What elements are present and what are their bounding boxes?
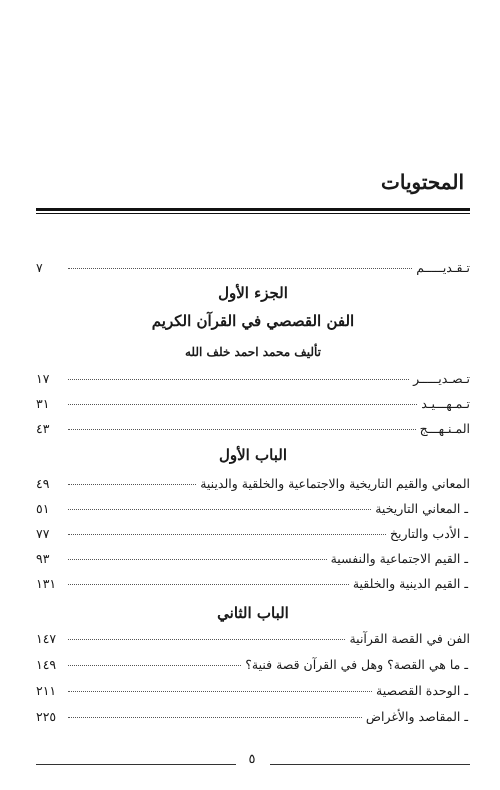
leader-dots (68, 638, 345, 640)
toc-entry-label: تـصـديـــــر (413, 371, 470, 386)
toc-entry-label: ـ المقاصد والأغراض (365, 709, 468, 724)
toc-entry-label: ـ المعاني التاريخية (375, 501, 468, 516)
leader-dots (68, 428, 416, 430)
toc-entry-label: ـ ما هي القصة؟ وهل في القرآن قصة فنية؟ (245, 657, 468, 672)
toc-entry-label: ـ القيم الاجتماعية والنفسية (330, 551, 468, 566)
leader-dots (68, 508, 371, 510)
leader-dots (68, 583, 349, 585)
toc-entry-page: ٢٢٥ (36, 709, 57, 724)
footer-rule-right (270, 764, 470, 765)
toc-entry-page: ١٣١ (36, 576, 57, 591)
chapter-one-heading: الباب الأول (218, 446, 288, 464)
footer-page-number: ٥ (248, 752, 256, 767)
toc-entry-label: ـ الأدب والتاريخ (389, 526, 468, 541)
toc-entry-qiyam-diniya[interactable] (36, 576, 470, 594)
author-heading: تأليف محمد احمد خلف الله (184, 345, 321, 359)
toc-entry-fann-qissa[interactable] (36, 631, 470, 649)
toc-entry-page: ١٤٩ (36, 657, 57, 672)
toc-entry-page: ٧ (36, 260, 43, 275)
toc-entry-taqdim[interactable] (36, 260, 470, 278)
toc-entry-page: ١٤٧ (36, 631, 57, 646)
toc-entry-adab-tarikh[interactable] (36, 526, 470, 544)
toc-entry-maqasid[interactable] (36, 709, 470, 727)
toc-entry-page: ٢١١ (36, 683, 57, 698)
toc-entry-tasdir[interactable] (36, 371, 470, 389)
toc-entry-label: ـ القيم الدينية والخلقية (352, 576, 468, 591)
page-title: المحتويات (381, 170, 464, 194)
toc-entry-page: ٧٧ (36, 526, 50, 541)
toc-entry-label: تـمـهـــيـد (421, 396, 470, 411)
toc-entry-page: ٣١ (36, 396, 50, 411)
book-title-heading: الفن القصصي في القرآن الكريم (151, 312, 355, 330)
chapter-two-heading: الباب الثاني (217, 604, 289, 622)
toc-entry-label: ـ الوحدة القصصية (376, 683, 468, 698)
toc-entry-ma-hiya[interactable] (36, 657, 470, 675)
leader-dots (68, 403, 417, 405)
toc-entry-tamhid[interactable] (36, 396, 470, 414)
leader-dots (68, 533, 386, 535)
toc-entry-manhaj[interactable] (36, 421, 470, 439)
leader-dots (68, 690, 372, 692)
toc-entry-label: تـقـديـــــم (416, 260, 470, 275)
leader-dots (68, 483, 196, 485)
part-one-heading: الجزء الأول (218, 284, 288, 302)
toc-entry-page: ٤٩ (36, 476, 50, 491)
leader-dots (68, 664, 241, 666)
leader-dots (68, 267, 412, 269)
leader-dots (68, 558, 327, 560)
toc-entry-label: المـنـهـــج (419, 421, 470, 436)
toc-entry-label: المعاني والقيم التاريخية والاجتماعية والخلقية والدينية (200, 476, 470, 491)
leader-dots (68, 716, 362, 718)
toc-entry-maani-tarikhiya[interactable] (36, 501, 470, 519)
toc-entry-label: الفن في القصة القرآنية (349, 631, 470, 646)
toc-entry-page: ٤٣ (36, 421, 50, 436)
toc-entry-page: ٥١ (36, 501, 50, 516)
toc-entry-page: ١٧ (36, 371, 50, 386)
leader-dots (68, 378, 409, 380)
footer-rule-left (36, 764, 236, 765)
toc-entry-page: ٩٣ (36, 551, 50, 566)
title-rule-thick (36, 208, 470, 211)
toc-entry-maani-all[interactable] (36, 476, 470, 494)
title-rule-thin (36, 213, 470, 214)
toc-entry-qiyam-ijtimaiya[interactable] (36, 551, 470, 569)
toc-entry-wahda[interactable] (36, 683, 470, 701)
